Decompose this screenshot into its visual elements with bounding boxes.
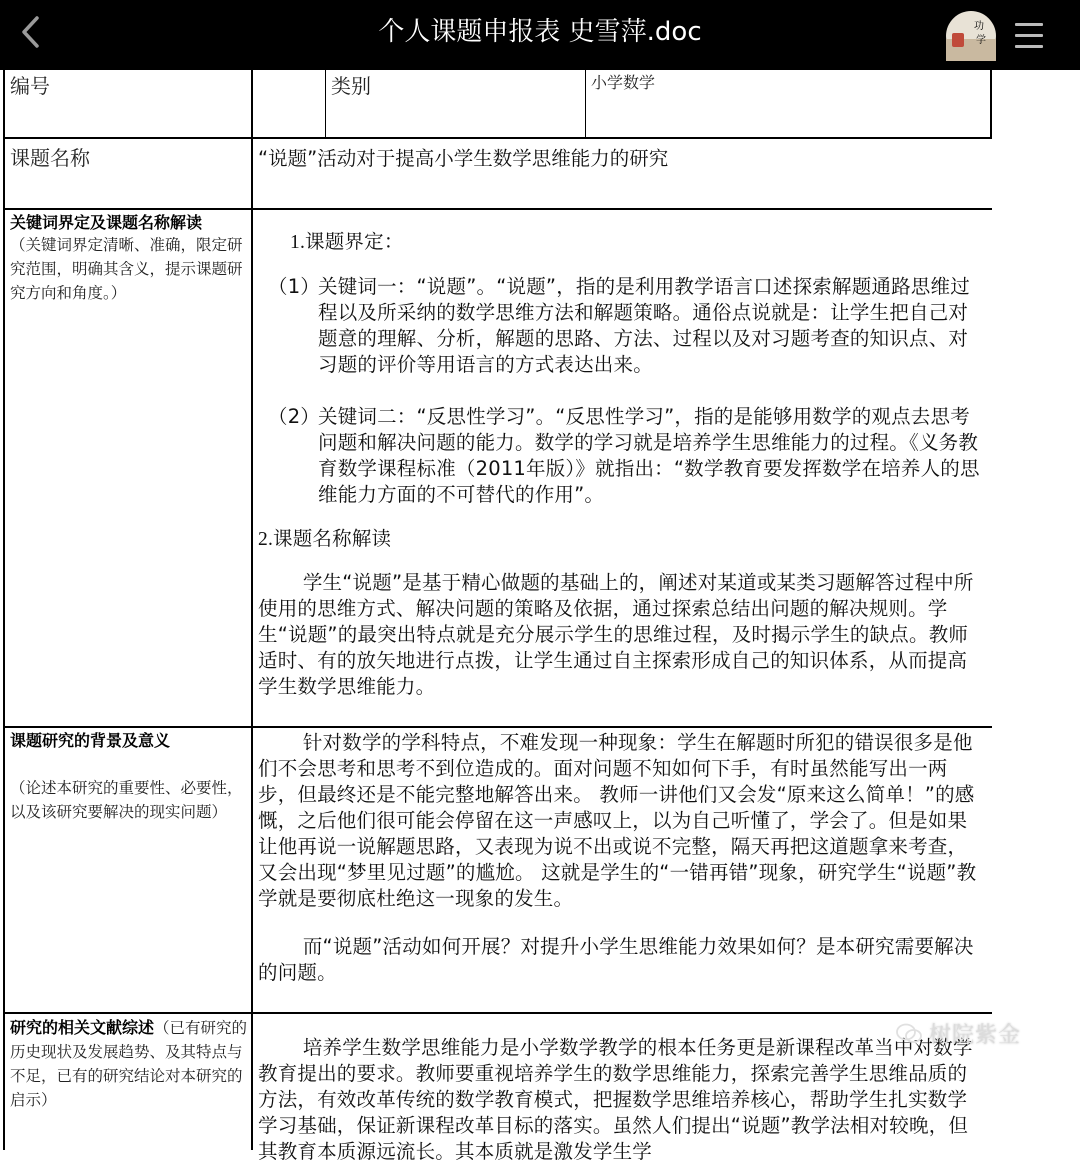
top-bar xyxy=(0,0,1080,70)
label-literature-title: 研究的相关文献综述 xyxy=(10,1018,155,1037)
label-background-title: 课题研究的背景及意义 xyxy=(10,731,171,750)
table-border xyxy=(251,70,253,1150)
keyword-definition-1: 关键词一：“说题”。“说题”，指的是利用教学语言口述探索解题通路思维过程以及所采纳的数学思维方法和解题策略。通俗点说就是：让学生把自己对题意的理解、分析，解题的思路、方法、过程以及对习题考查的知识点、对习题的评价等用语言的方式表达出来。 xyxy=(318,275,970,376)
category-value: 小学数学 xyxy=(591,73,656,92)
interpretation-paragraph: 学生“说题”是基于精心做题的基础上的，阐述对某道或某类习题解答过程中所使用的思维方式、解决问题的策略及依据，通过探索总结出问题的解决规则。学生“说题”的最突出特点就是充分展示学生的思维过程，及时揭示学生的缺点。教师适时、有的放矢地进行点拨，让学生通过自主探索形成自己的知识体系，从而提高学生数学思维能力。 xyxy=(258,571,974,698)
avatar-char-2: 学 xyxy=(976,35,986,46)
avatar[interactable] xyxy=(946,11,996,61)
label-literature xyxy=(10,1016,250,1112)
literature-paragraph: 培养学生数学思维能力是小学数学教学的根本任务更是新课程改革当中对数学教育提出的要求。教师要重视培养学生的数学思维能力，探索完善学生思维品质的方法，有效改革传统的数学教育模式，把握数学思维培养核心，帮助学生扎实数学学习基础，保证新课程改革目标的落实。虽然人们提出“说题”教学法相对较晚，但其教育本质源远流长。其本质就是激发学生学 xyxy=(258,1036,973,1163)
project-name-value: “说题”活动对于提高小学生数学思维能力的研究 xyxy=(258,147,669,170)
back-button[interactable] xyxy=(10,10,50,54)
table-border xyxy=(990,70,992,139)
avatar-char-1: 功 xyxy=(974,21,984,32)
table-border xyxy=(3,137,992,139)
background-paragraph-1: 针对数学的学科特点，不难发现一种现象：学生在解题时所犯的错误很多是他们不会思考和思考不到位造成的。面对问题不知如何下手，有时虽然能写出一两步，但最终还是不能完整地解答出来。 教师一讲他们又会发“原来这么简单！”的感慨，之后他们很可能会停留在这一声感叹上，以为自己听懂了，学会了。但是如果让他再说一说解题思路，又表现为说不出或说不完整，隔天再把这道题拿来考查，又会出现“梦里见过题”的尴尬。 这就是学生的“一错再错”现象，研究学生“说题”教学就是要彻底杜绝这一现象的发生。 xyxy=(258,731,977,910)
hamburger-icon-line xyxy=(1015,34,1043,37)
label-keywords-note: （关键词界定清晰、准确，限定研究范围，明确其含义，提示课题研究方向和角度。） xyxy=(10,236,243,302)
table-border xyxy=(3,726,992,728)
wechat-icon xyxy=(895,1022,923,1046)
label-keywords-title: 关键词界定及课题名称解读 xyxy=(10,213,203,232)
label-project-name: 课题名称 xyxy=(10,146,90,170)
hamburger-icon-line xyxy=(1015,45,1043,48)
table-border xyxy=(585,70,586,138)
label-literature-note: （已有研究的历史现状及发展趋势、及其特点与不足，已有的研究结论对本研究的启示） xyxy=(10,1019,248,1109)
item-number-1: （1） xyxy=(268,275,321,298)
document-title: 个人课题申报表 史雪萍.doc xyxy=(378,17,702,47)
section-heading-definition: 1.课题界定： xyxy=(290,232,404,253)
watermark xyxy=(895,1018,1021,1049)
table-border xyxy=(3,208,992,210)
table-border xyxy=(3,70,5,1150)
table-border xyxy=(3,1012,992,1014)
label-background-note: （论述本研究的重要性、必要性，以及该研究要解决的现实问题） xyxy=(10,779,243,821)
label-number: 编号 xyxy=(10,74,50,98)
item-number-2: （2） xyxy=(268,405,321,428)
menu-button[interactable] xyxy=(1012,20,1048,52)
keyword-definition-2: 关键词二：“反思性学习”。“反思性学习”，指的是能够用数学的观点去思考问题和解决问题的能力。数学的学习就是培养学生思维能力的过程。《义务教育数学课程标准（2011年版）》就指出：“数学教育要发挥数学在培养人的思维能力方面的不可替代的作用”。 xyxy=(318,405,980,506)
document-page xyxy=(0,70,1080,1163)
label-category: 类别 xyxy=(331,74,371,98)
chevron-left-icon xyxy=(19,15,41,49)
hamburger-icon-line xyxy=(1015,23,1043,26)
watermark-text: 树院紫金 xyxy=(929,1023,1022,1048)
section-heading-interpretation: 2.课题名称解读 xyxy=(258,529,392,550)
table-border xyxy=(325,70,326,138)
background-paragraph-2: 而“说题”活动如何开展？对提升小学生思维能力效果如何？是本研究需要解决的问题。 xyxy=(258,935,974,984)
